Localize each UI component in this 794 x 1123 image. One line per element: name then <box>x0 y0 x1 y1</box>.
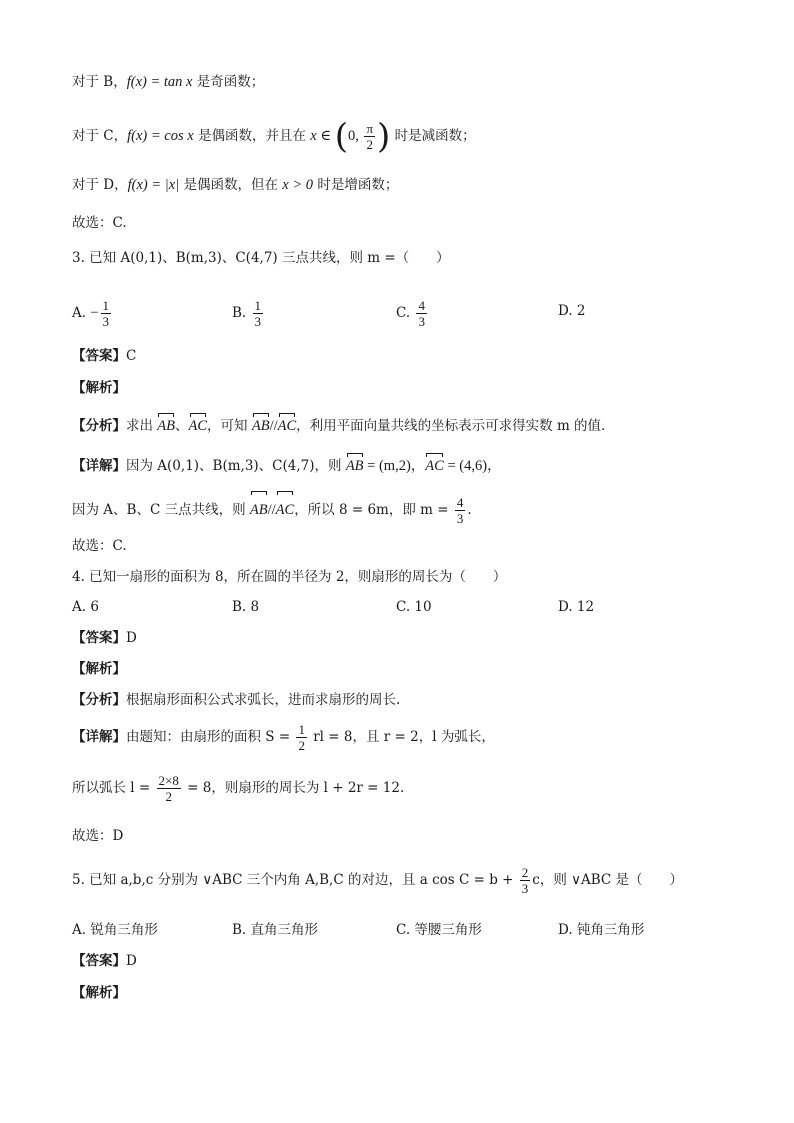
q3-detail <box>72 456 502 476</box>
option-label: C. <box>396 305 411 321</box>
q3-option-d: D. 2 <box>558 303 586 319</box>
text: 对于 C， <box>72 128 128 144</box>
fenxi-label: 【分析】 <box>72 692 126 708</box>
formula: 0, <box>347 128 363 144</box>
formula: x ∈ <box>310 128 335 144</box>
detail-label: 【详解】 <box>72 729 126 745</box>
q5-option-a: A. 锐角三角形 <box>72 922 158 938</box>
text: 求出 <box>126 418 158 434</box>
denominator: 3 <box>254 314 262 329</box>
text: 是奇函数； <box>192 74 265 90</box>
text: 因为 A、B、C 三点共线，则 <box>72 502 250 518</box>
q4-option-b: B. 8 <box>232 599 260 615</box>
detail-label: 【详解】 <box>72 458 126 474</box>
option-label: B. <box>232 305 247 321</box>
text: 所以弧长 l = <box>72 780 155 796</box>
vector-ab: AB <box>345 458 364 474</box>
numerator: 1 <box>102 298 110 313</box>
denominator: 3 <box>456 511 464 526</box>
question-3: 3. 已知 A(0,1)、B(m,3)、C(4,7) 三点共线，则 m =（ ） <box>72 250 450 266</box>
q3-analysis-label <box>72 378 126 398</box>
q5-option-c: C. 等腰三角形 <box>396 922 482 938</box>
numerator: π <box>366 121 374 136</box>
vector-ab: AB <box>250 494 268 526</box>
q5-option-b: B. 直角三角形 <box>232 922 319 938</box>
numerator: 2×8 <box>158 773 179 788</box>
q4-choose: 故选：D <box>72 828 124 844</box>
text: ，所以 8 = 6m，即 m = <box>294 502 453 518</box>
line-option-c <box>72 116 476 157</box>
formula: = (4,6)， <box>443 458 502 474</box>
question-5 <box>72 862 683 898</box>
fenxi-label: 【分析】 <box>72 418 126 434</box>
answer-value: D <box>126 953 137 969</box>
text: 是偶函数，但在 <box>179 177 283 193</box>
vector-ac: AC <box>277 418 297 434</box>
q4-analysis-label <box>72 659 126 679</box>
denominator: 3 <box>102 314 110 329</box>
text: 对于 B， <box>72 74 127 90</box>
fraction-2x8-2 <box>157 773 181 804</box>
line-option-b <box>72 72 264 92</box>
q5-analysis-label <box>72 983 126 1003</box>
denominator: 2 <box>165 789 172 804</box>
answer-value: D <box>126 630 137 646</box>
answer-label: 【答案】 <box>72 348 126 364</box>
text: ，可知 <box>207 418 252 434</box>
q4-option-a: A. 6 <box>72 599 99 615</box>
analysis-label: 【解析】 <box>72 985 126 1001</box>
text: = 8，则扇形的周长为 l + 2r = 12. <box>182 780 405 796</box>
vector-ab: AB <box>157 418 176 434</box>
q4-option-d: D. 12 <box>558 599 595 615</box>
choose-c: 故选：C. <box>72 215 127 231</box>
vector-ac: AC <box>276 494 295 526</box>
q3-option-a <box>72 298 113 329</box>
numerator: 2 <box>521 865 529 880</box>
text: 由题知：由扇形的面积 S = <box>126 729 295 745</box>
minus-sign: − <box>90 305 99 321</box>
numerator: 4 <box>418 298 425 313</box>
q4-detail <box>72 719 495 755</box>
text: rl = 8，且 r = 2，l 为弧长， <box>308 729 495 745</box>
text: 、 <box>175 418 189 434</box>
vector-ab: AB <box>251 418 270 434</box>
q3-option-c <box>396 298 429 329</box>
denominator: 3 <box>418 314 425 329</box>
parallel-sign: // <box>267 502 276 518</box>
q5-answer <box>72 951 137 971</box>
text: 是偶函数，并且在 <box>193 128 311 144</box>
q4-detail-2 <box>72 770 404 806</box>
denominator: 2 <box>298 738 305 753</box>
q4-option-c: C. 10 <box>396 599 432 615</box>
text: 时是减函数； <box>390 128 476 144</box>
vector-ac: AC <box>425 458 444 474</box>
fraction-1-2 <box>296 722 307 753</box>
fraction-4-3 <box>416 298 427 329</box>
formula: = (m,2)， <box>363 458 426 474</box>
fraction-1-3 <box>253 298 264 329</box>
q3-detail-2 <box>72 494 472 526</box>
question-4: 4. 已知一扇形的面积为 8，所在圆的半径为 2，则扇形的周长为（ ） <box>72 569 507 585</box>
text: . <box>467 502 472 518</box>
option-label: A. <box>72 305 87 321</box>
q3-option-b <box>232 298 265 329</box>
q4-answer <box>72 628 137 648</box>
fraction-2-3 <box>520 865 531 896</box>
q3-choose: 故选：C. <box>72 538 127 554</box>
paren-left: ( <box>334 116 348 157</box>
q5-option-d: D. 钝角三角形 <box>558 922 645 938</box>
fraction-4-3 <box>455 495 466 526</box>
vector-ac: AC <box>188 418 208 434</box>
text: 对于 D， <box>72 177 128 193</box>
q4-fenxi <box>72 690 400 710</box>
numerator: 1 <box>298 722 305 737</box>
text: ，利用平面向量共线的坐标表示可求得实数 m 的值. <box>296 418 606 434</box>
denominator: 2 <box>366 137 373 152</box>
text: 因为 A(0,1)、B(m,3)、C(4,7)，则 <box>126 458 346 474</box>
q3-fenxi <box>72 416 605 436</box>
parallel-sign: // <box>269 418 278 434</box>
text: 5. 已知 a,b,c 分别为 ∨ABC 三个内角 A,B,C 的对边，且 a cos C = b + <box>72 872 518 888</box>
analysis-label: 【解析】 <box>72 380 126 396</box>
analysis-label: 【解析】 <box>72 661 126 677</box>
formula: x > 0 <box>282 177 314 193</box>
denominator: 3 <box>521 881 529 896</box>
line-option-d <box>72 175 398 195</box>
formula: f(x) = tan x <box>126 74 193 90</box>
paren-right: ) <box>377 116 391 157</box>
numerator: 1 <box>254 298 262 313</box>
text: 根据扇形面积公式求弧长，进而求扇形的周长. <box>126 692 401 708</box>
formula: f(x) = cos x <box>127 128 194 144</box>
text: 时是增函数； <box>313 177 399 193</box>
text: c，则 ∨ABC 是（ ） <box>532 872 684 888</box>
answer-label: 【答案】 <box>72 953 126 969</box>
q3-answer <box>72 346 136 366</box>
numerator: 4 <box>456 495 464 510</box>
answer-value: C <box>126 348 137 364</box>
formula: f(x) = |x| <box>127 177 180 193</box>
fraction-1-3 <box>101 298 112 329</box>
fraction-pi-2 <box>364 121 375 152</box>
answer-label: 【答案】 <box>72 630 126 646</box>
